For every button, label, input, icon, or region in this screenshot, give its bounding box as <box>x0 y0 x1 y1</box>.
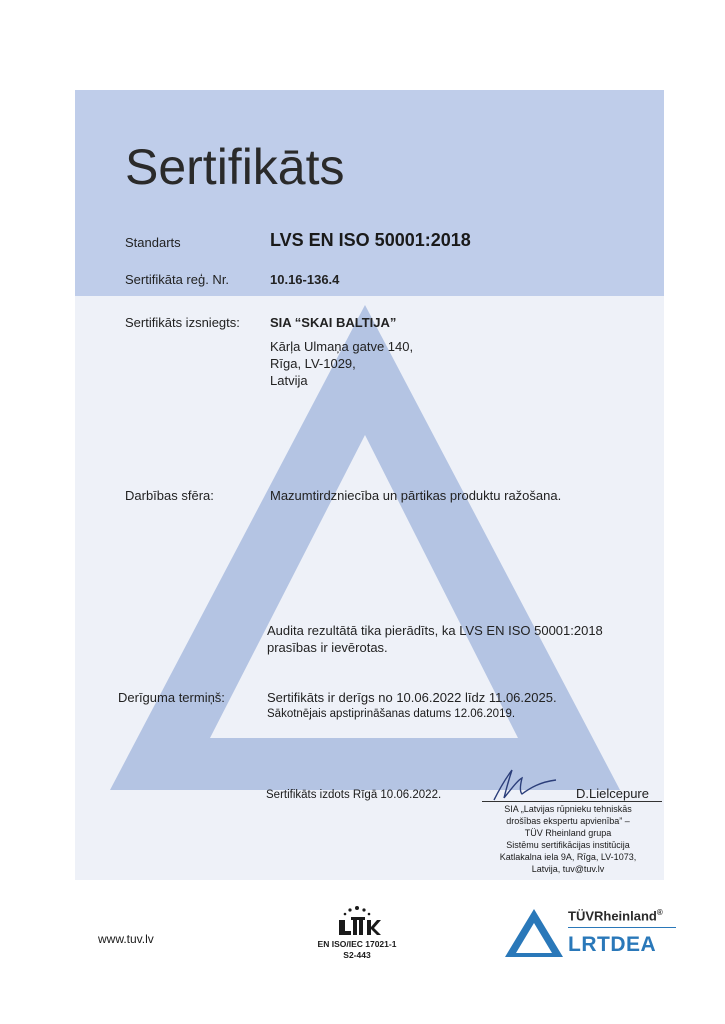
validity-label: Derīguma termiņš: <box>118 690 225 705</box>
scope-value: Mazumtirdzniecība un pārtikas produktu ražošana. <box>270 488 562 503</box>
company-name: SIA “SKAI BALTIJA” <box>270 315 397 330</box>
accreditation-code: S2-443 <box>343 950 371 960</box>
accreditation-caption <box>300 939 414 961</box>
signatory-org <box>470 803 666 875</box>
address-line: Rīga, LV-1029, <box>270 356 356 371</box>
org-line: Sistēmu sertifikācijas institūcija <box>506 840 630 850</box>
tuv-brand-name: TÜVRheinland <box>568 908 657 924</box>
address-line: Kārļa Ulmaņa gatve 140, <box>270 339 414 354</box>
org-line: Katlakalna iela 9A, Rīga, LV-1073, <box>499 852 637 862</box>
website-link[interactable]: www.tuv.lv <box>98 932 154 946</box>
org-line: drošības ekspertu apvienība” – <box>506 816 630 826</box>
reg-nr-value: 10.16-136.4 <box>270 272 340 287</box>
accreditation-standard: EN ISO/IEC 17021-1 <box>317 939 397 949</box>
initial-approval-date: Sākotnējais apstiprināšanas datums 12.06.2019. <box>267 708 516 720</box>
triangle-watermark <box>75 90 664 880</box>
tuv-triangle-logo-icon <box>503 907 565 959</box>
issued-place-date: Sertifikāts izdots Rīgā 10.06.2022. <box>266 789 442 801</box>
brand-divider <box>568 927 676 928</box>
audit-statement: Audita rezultātā tika pierādīts, ka LVS EN ISO 50001:2018 <box>267 623 603 638</box>
standard-label: Standarts <box>125 235 181 250</box>
registered-mark: ® <box>656 908 663 917</box>
validity-period: Sertifikāts ir derīgs no 10.06.2022 līdz 11.06.2025. <box>267 690 557 705</box>
tuv-rheinland-brand <box>568 908 663 923</box>
certificate-title: Sertifikāts <box>125 139 345 195</box>
standard-value: LVS EN ISO 50001:2018 <box>270 230 471 250</box>
address-line: Latvija <box>270 373 308 388</box>
org-line: Latvija, tuv@tuv.lv <box>531 864 605 874</box>
certificate-panel <box>75 90 664 880</box>
signatory-name: D.Lielcepure <box>576 786 649 801</box>
org-line: SIA „Latvijas rūpnieku tehniskās <box>504 804 632 814</box>
signature-line <box>482 801 662 802</box>
signature-scribble <box>490 766 560 806</box>
audit-statement: prasības ir ievērotas. <box>267 640 388 655</box>
issued-to-label: Sertifikāts izsniegts: <box>125 315 240 330</box>
org-line: TÜV Rheinland grupa <box>524 828 612 838</box>
lrtdea-logo-text: LRTDEA <box>568 933 657 956</box>
scope-label: Darbības sfēra: <box>125 488 214 503</box>
reg-nr-label: Sertifikāta reģ. Nr. <box>125 272 230 287</box>
latak-logo-icon <box>331 903 383 937</box>
